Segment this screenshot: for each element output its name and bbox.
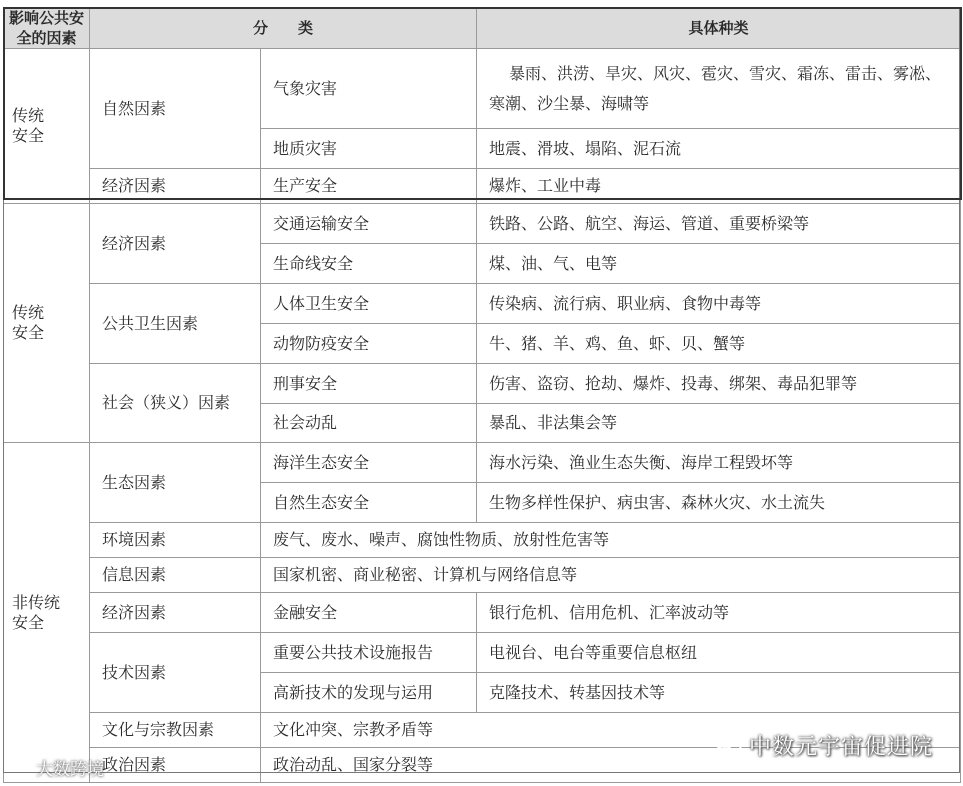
- category-geo: 地质灾害: [261, 129, 477, 169]
- category-lifeline: 生命线安全: [261, 244, 477, 284]
- factor-environment: 环境因素: [90, 523, 261, 558]
- category-finance: 金融安全: [261, 593, 477, 633]
- factor-natural: 自然因素: [90, 49, 261, 169]
- types-transport: 铁路、公路、航空、海运、管道、重要桥梁等: [477, 204, 961, 244]
- category-marine: 海洋生态安全: [261, 443, 477, 483]
- watermark-left: [8, 755, 104, 780]
- wechat-icon: [713, 729, 743, 761]
- header-category: 分 类: [90, 8, 477, 49]
- types-finance: 银行危机、信用危机、汇率波动等: [477, 593, 961, 633]
- watermark-right-text: 中数元宇宙促进院: [748, 734, 933, 760]
- table-header-row: [4, 8, 961, 49]
- category-production: 生产安全: [261, 169, 477, 204]
- types-animal: 牛、猪、羊、鸡、鱼、虾、贝、蟹等: [477, 324, 961, 364]
- category-criminal: 刑事安全: [261, 364, 477, 404]
- types-politics: 政治动乱、国家分裂等: [261, 748, 961, 783]
- category-human-health: 人体卫生安全: [261, 284, 477, 324]
- types-nature: 生物多样性保护、病虫害、森林火灾、水土流失: [477, 483, 961, 523]
- types-criminal: 伤害、盗窃、抢劫、爆炸、投毒、绑架、毒品犯罪等: [477, 364, 961, 404]
- types-lifeline: 煤、油、气、电等: [477, 244, 961, 284]
- table-row: [4, 558, 961, 593]
- types-information: 国家机密、商业秘密、计算机与网络信息等: [261, 558, 961, 593]
- watermark-left-text: 大数跨境: [36, 760, 104, 780]
- category-nature: 自然生态安全: [261, 483, 477, 523]
- types-human-health: 传染病、流行病、职业病、食物中毒等: [477, 284, 961, 324]
- factor-economic-2: 经济因素: [90, 204, 261, 284]
- header-factors: 影响公共安全的因素: [4, 8, 90, 49]
- group-label-traditional-2: 传统 安全: [4, 204, 90, 443]
- factor-technology: 技术因素: [90, 633, 261, 713]
- table-row: [4, 593, 961, 633]
- types-unrest: 暴乱、非法集会等: [477, 404, 961, 443]
- factor-culture: 文化与宗教因素: [90, 713, 261, 748]
- factor-public-health: 公共卫生因素: [90, 284, 261, 364]
- factor-information: 信息因素: [90, 558, 261, 593]
- types-culture: 文化冲突、宗教矛盾等: [261, 713, 961, 748]
- factor-ecological: 生态因素: [90, 443, 261, 523]
- types-marine: 海水污染、渔业生态失衡、海岸工程毁坏等: [477, 443, 961, 483]
- factor-economic-3: 经济因素: [90, 593, 261, 633]
- category-unrest: 社会动乱: [261, 404, 477, 443]
- types-facility: 电视台、电台等重要信息枢纽: [477, 633, 961, 673]
- types-newtech: 克隆技术、转基因技术等: [477, 673, 961, 713]
- category-facility: 重要公共技术设施报告: [261, 633, 477, 673]
- factor-economic-1: 经济因素: [90, 169, 261, 204]
- watermark-right: [713, 729, 933, 761]
- group-label-nontraditional: 非传统 安全: [4, 443, 90, 783]
- category-newtech: 高新技术的发现与运用: [261, 673, 477, 713]
- table-row: [4, 364, 961, 404]
- factor-social: 社会（狭义）因素: [90, 364, 261, 443]
- category-animal: 动物防疫安全: [261, 324, 477, 364]
- table-row: [4, 633, 961, 673]
- category-weather: 气象灾害: [261, 49, 477, 129]
- logo-icon: [8, 755, 32, 780]
- public-safety-factors-table: [3, 7, 961, 783]
- types-weather: 暴雨、洪涝、旱灾、风灾、雹灾、雪灾、霜冻、雷击、雾凇、寒潮、沙尘暴、海啸等: [477, 49, 961, 129]
- table-row: [4, 284, 961, 324]
- factor-politics: 政治因素: [90, 748, 261, 783]
- table-row: [4, 443, 961, 483]
- table-row: [4, 204, 961, 244]
- table-row: [4, 169, 961, 204]
- types-geo: 地震、滑坡、塌陷、泥石流: [477, 129, 961, 169]
- group-label-traditional-1: 传统 安全: [4, 49, 90, 204]
- header-types: 具体种类: [477, 8, 961, 49]
- category-transport: 交通运输安全: [261, 204, 477, 244]
- types-environment: 废气、废水、噪声、腐蚀性物质、放射性危害等: [261, 523, 961, 558]
- table-row: [4, 523, 961, 558]
- types-production: 爆炸、工业中毒: [477, 169, 961, 204]
- table-row: [4, 49, 961, 129]
